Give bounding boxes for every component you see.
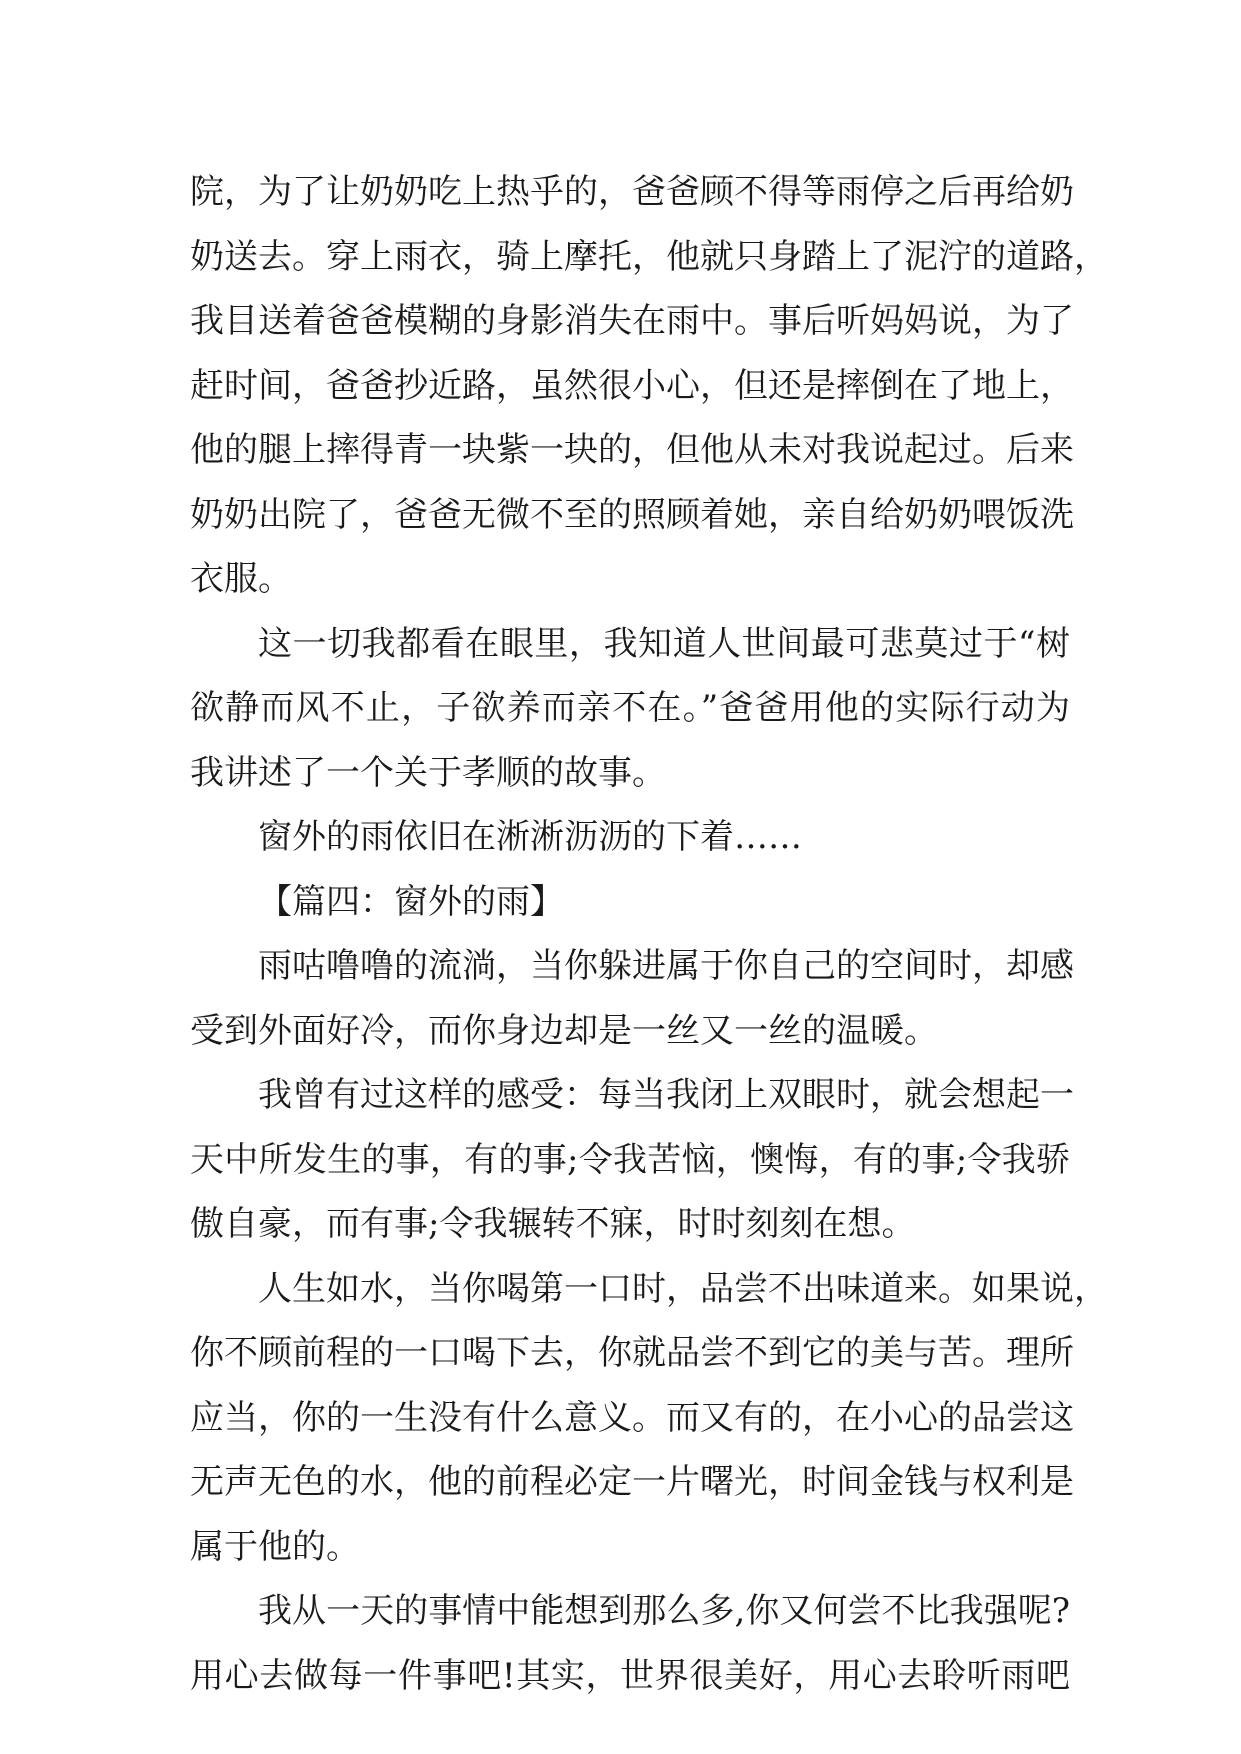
text-line: 我目送着爸爸模糊的身影消失在雨中。事后听妈妈说，为了: [190, 301, 1074, 341]
text-line: 欲静而风不止，子欲养而亲不在。”爸爸用他的实际行动为: [190, 688, 1070, 728]
paragraph-5: [190, 1063, 1074, 1257]
text-line: 雨咕噜噜的流淌，当你躲进属于你自己的空间时，却感: [258, 946, 1074, 986]
text-line: 你不顾前程的一口喝下去，你就品尝不到它的美与苦。理所: [190, 1333, 1074, 1373]
text-line: 用心去做每一件事吧!其实，世界很美好，用心去聆听雨吧: [190, 1655, 1070, 1696]
paragraph-4: [190, 934, 1074, 1063]
text-line: 人生如水，当你喝第一口时，品尝不出味道来。如果说，: [258, 1268, 1108, 1309]
text-line: 受到外面好冷，而你身边却是一丝又一丝的温暖。: [190, 1010, 938, 1051]
text-line: 应当，你的一生没有什么意义。而又有的，在小心的品尝这: [190, 1397, 1074, 1438]
text-line: 天中所发生的事，有的事;令我苦恼，懊悔，有的事;令我骄: [190, 1139, 1070, 1180]
document-body: [190, 160, 1108, 1708]
text-line: 我曾有过这样的感受：每当我闭上双眼时，就会想起一: [258, 1075, 1074, 1115]
paragraph-continued: [190, 160, 1108, 612]
text-line: 我讲述了一个关于孝顺的故事。: [190, 752, 666, 793]
text-line: 院，为了让奶奶吃上热乎的，爸爸顾不得等雨停之后再给奶: [190, 172, 1074, 212]
text-line: 无声无色的水，他的前程必定一片曙光，时间金钱与权利是: [190, 1462, 1074, 1502]
paragraph-2: [190, 612, 1070, 806]
paragraph-7: [190, 1579, 1070, 1708]
paragraph-3: [190, 805, 1070, 870]
text-line: 赶时间，爸爸抄近路，虽然很小心，但还是摔倒在了地上，: [190, 365, 1074, 406]
text-line: 衣服。: [190, 559, 292, 599]
paragraph-6: [190, 1257, 1108, 1580]
section-heading: 【篇四：窗外的雨】: [258, 881, 564, 922]
text-line: 奶送去。穿上雨衣，骑上摩托，他就只身踏上了泥泞的道路，: [190, 236, 1108, 277]
text-line: 傲自豪，而有事;令我辗转不寐，时时刻刻在想。: [190, 1204, 916, 1244]
text-line: 属于他的。: [190, 1526, 360, 1567]
text-line: 奶奶出院了，爸爸无微不至的照顾着她，亲自给奶奶喂饭洗: [190, 494, 1074, 535]
text-line: 这一切我都看在眼里，我知道人世间最可悲莫过于“树: [258, 623, 1070, 664]
text-line: 他的腿上摔得青一块紫一块的，但他从未对我说起过。后来: [190, 430, 1074, 470]
text-line: 窗外的雨依旧在淅淅沥沥的下着……: [258, 817, 802, 857]
text-line: 我从一天的事情中能想到那么多,你又何尝不比我强呢?: [258, 1591, 1070, 1631]
